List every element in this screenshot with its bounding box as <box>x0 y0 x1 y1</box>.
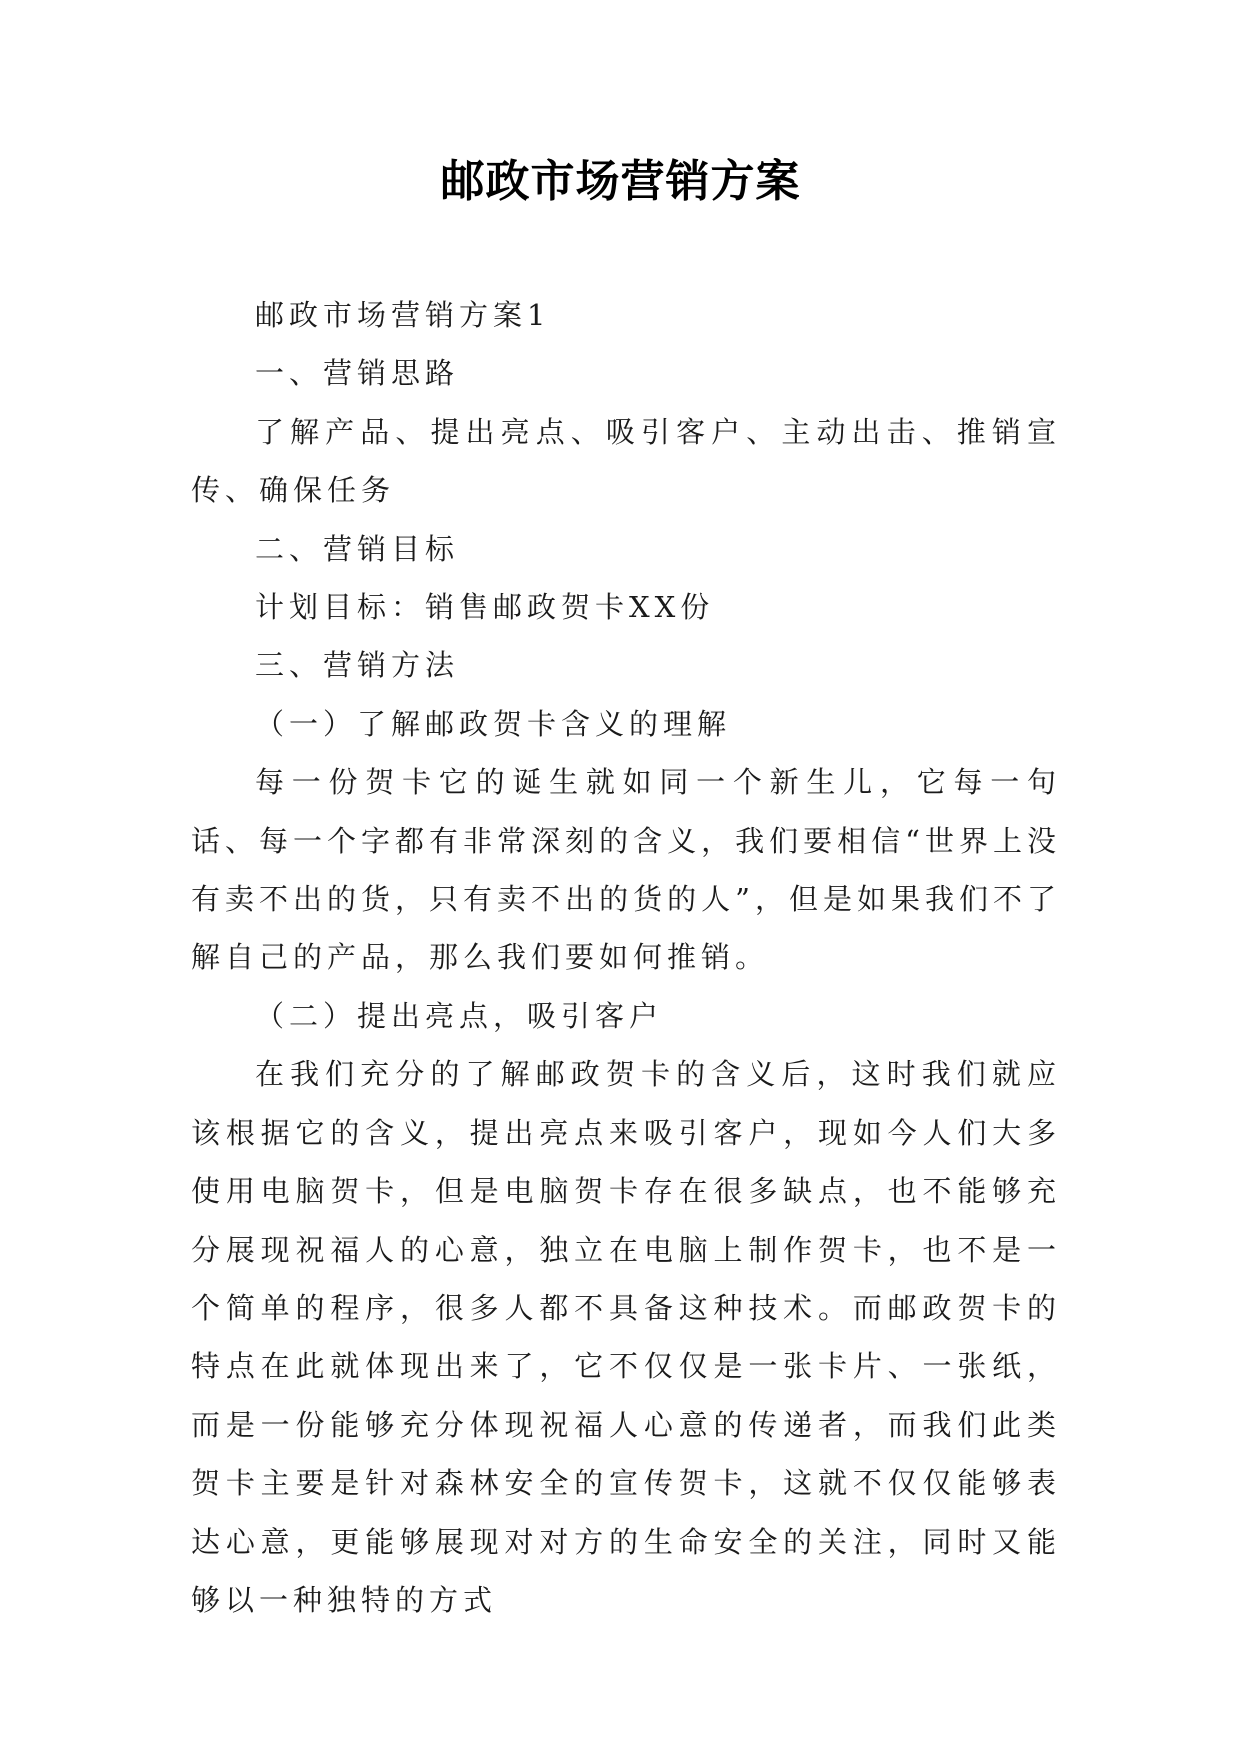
paragraph-text: 在我们充分的了解邮政贺卡的含义后，这时我们就应该根据它的含义，提出亮点来吸引客户，现如今人们大多使用电脑贺卡，但是电脑贺卡存在很多缺点，也不能够充分展现祝福人的心意，独立在电脑上制作贺卡，也不是一个简单的程序，很多人都不具备这种技术。而邮政贺卡的特点在此就体现出来了，它不仅仅是一张卡片、一张纸，而是一份能够充分体现祝福人心意的传递者，而我们此类贺卡主要是针对森林安全的宣传贺卡，这就不仅仅能够表达心意，更能够展现对对方的生命安全的关注，同时又能够以一种独特的方式 <box>191 1057 1061 1617</box>
paragraph-subheading-1: （一）了解邮政贺卡含义的理解 <box>255 706 732 741</box>
paragraph-subtitle: 邮政市场营销方案1 <box>255 298 551 332</box>
paragraph-text: 计划目标：销售邮政贺卡XX份 <box>255 590 715 625</box>
paragraph-heading-2: 二、营销目标 <box>255 531 460 566</box>
paragraph-heading-3: 三、营销方法 <box>255 648 460 683</box>
paragraph-text: 每一份贺卡它的诞生就如同一个新生儿，它每一句话、每一个字都有非常深刻的含义，我们要相信“世界上没有卖不出的货，只有卖不出的货的人”，但是如果我们不了解自己的产品，那么我们要如何推销。 <box>191 765 1061 975</box>
paragraph-heading-1: 一、营销思路 <box>255 356 460 391</box>
document-body <box>191 286 1061 1629</box>
paragraph-subheading-2: （二）提出亮点，吸引客户 <box>255 998 664 1033</box>
paragraph-text: 了解产品、提出亮点、吸引客户、主动出击、推销宣传、确保任务 <box>191 414 1061 508</box>
document-title: 邮政市场营销方案 <box>440 156 801 207</box>
